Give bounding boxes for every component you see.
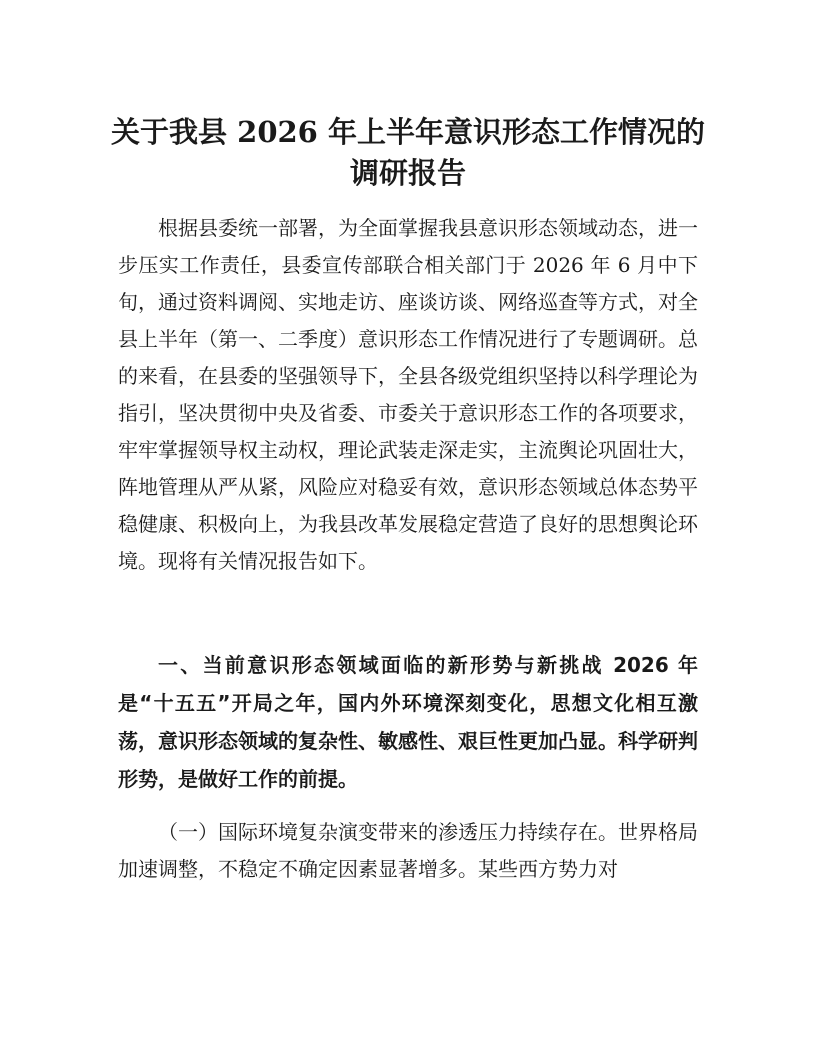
intro-paragraph: 根据县委统一部署，为全面掌握我县意识形态领域动态，进一步压实工作责任，县委宣传部联合相关部门于 2026 年 6 月中下旬，通过资料调阅、实地走访、座谈访谈、网络巡查等方式，对全县上半年（第一、二季度）意识形态工作情况进行了专题调研。总的来看，在县委的坚强领导下，全县各级党组织坚持以科学理论为指引，坚决贯彻中央及省委、市委关于意识形态工作的各项要求，牢牢掌握领导权主动权，理论武装走深走实，主流舆论巩固壮大，阵地管理从严从紧，风险应对稳妥有效，意识形态领域总体态势平稳健康、积极向上，为我县改革发展稳定营造了良好的思想舆论环境。现将有关情况报告如下。: [118, 216, 698, 573]
subsection-one-paragraph: （一）国际环境复杂演变带来的渗透压力持续存在。世界格局加速调整，不稳定不确定因素显著增多。某些西方势力对: [118, 820, 698, 881]
section-one-heading-paragraph: 一、当前意识形态领域面临的新形势与新挑战 2026 年是“十五五”开局之年，国内外环境深刻变化，思想文化相互激荡，意识形态领域的复杂性、敏感性、艰巨性更加凸显。科学研判形势，是做好工作的前提。: [118, 653, 698, 791]
document-title: 关于我县 2026 年上半年意识形态工作情况的调研报告: [111, 115, 705, 190]
